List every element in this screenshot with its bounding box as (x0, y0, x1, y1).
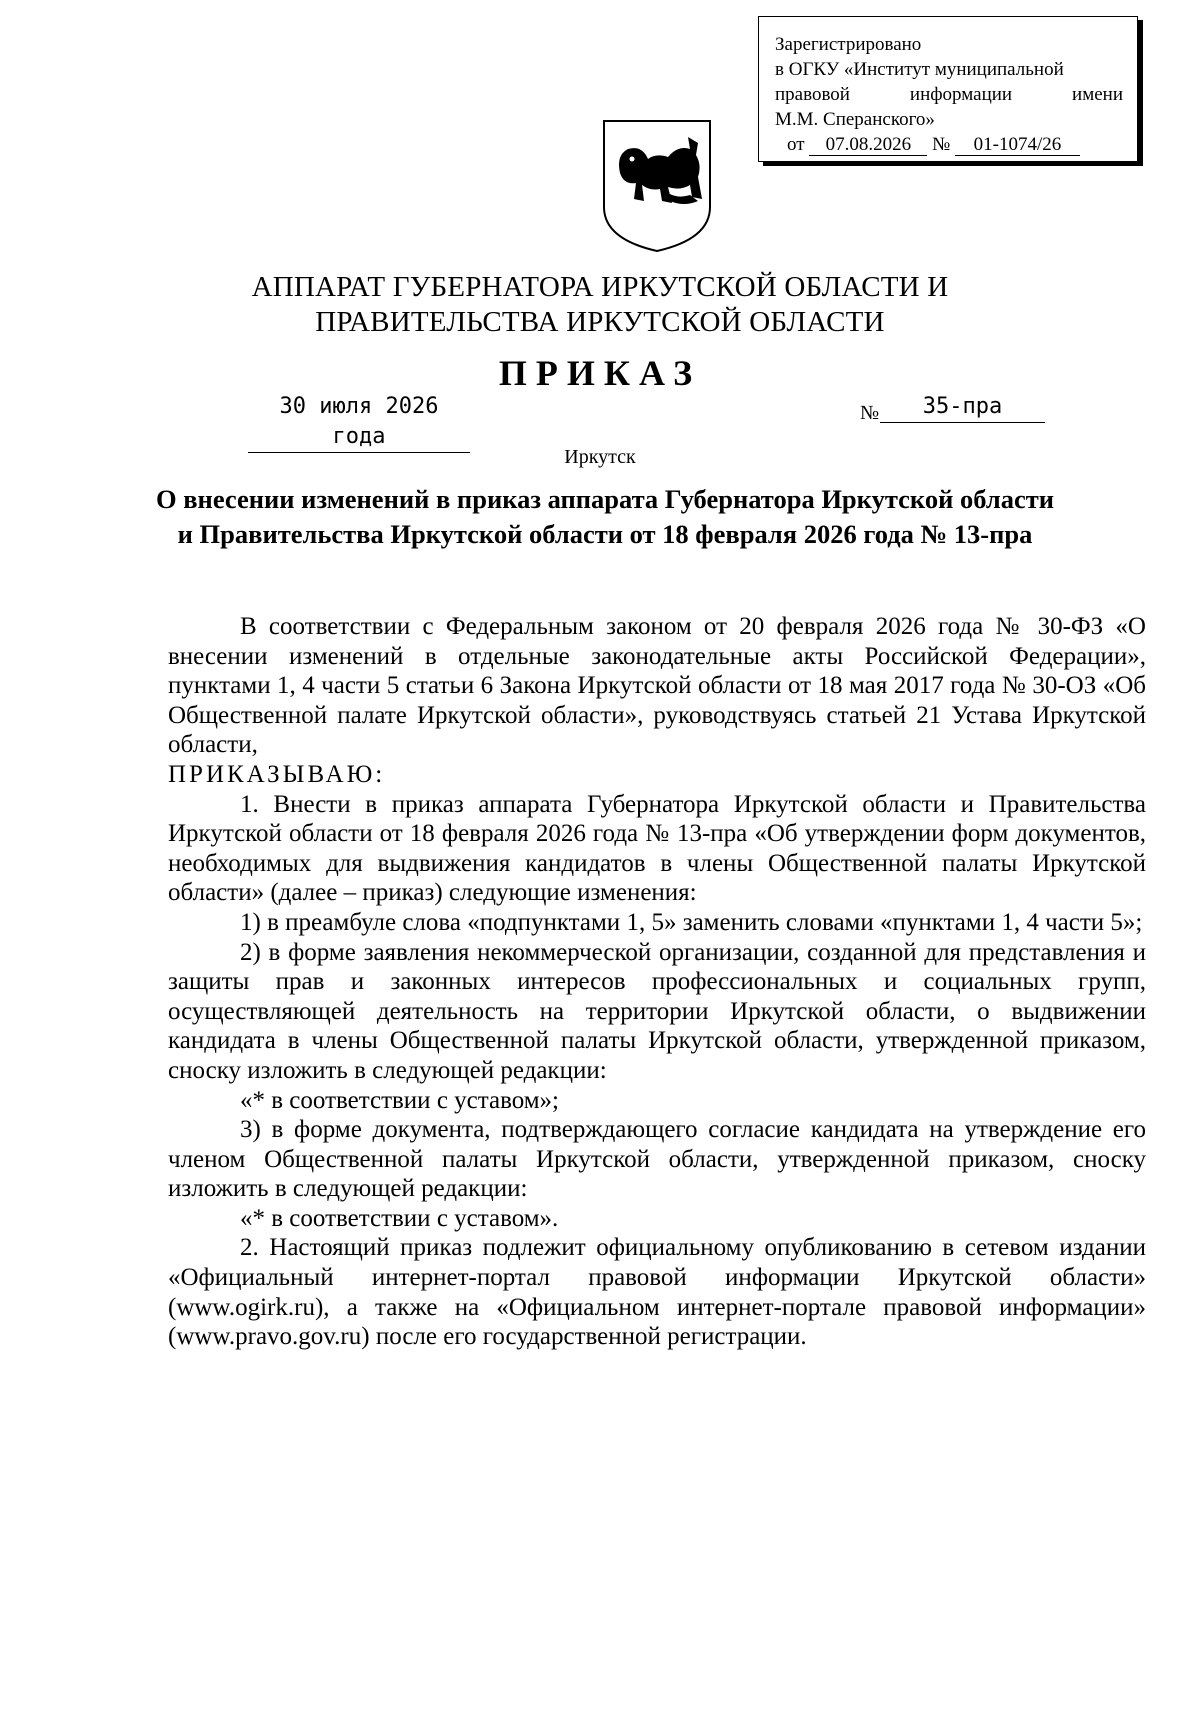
document-type: ПРИКАЗ (498, 353, 702, 393)
item-2 (168, 1233, 1146, 1351)
item-1-3-quote: «* в соответствии с уставом». (240, 1204, 559, 1232)
document-number: 35-пра (880, 392, 1045, 423)
registration-line: М.М. Сперанского» (775, 109, 935, 130)
item-2-text: ) после его государственной регистрации. (361, 1323, 807, 1351)
item-1-2: 2) в форме заявления некоммерческой организации, созданной для представления и защиты прав и законных интересов профессиональных и социальных групп, осуществляющей деятельность на территории Иркутской области, о выдвижении кандидата в члены Общественной палаты Иркутской области, утвержденной приказом, сноску изложить в следующей редакции: (168, 938, 1146, 1084)
item-1: 1. Внести в приказ аппарата Губернатора Иркутской области и Правительства Иркутской области от 18 февраля 2026 года № 13-пра «Об утверждении форм документов, необходимых для выдвижения кандидатов в члены Общественной палаты Иркутской области» (далее – приказ) следующие изменения: (168, 790, 1146, 907)
item-2-text: ), а также на «Официальном интернет-портале правовой информации» ( (168, 1293, 1146, 1351)
pravo-link[interactable]: www.pravo.gov.ru (176, 1323, 362, 1351)
ogirk-link[interactable]: www.ogirk.ru (176, 1293, 315, 1321)
registration-stamp (758, 16, 1138, 162)
document-title (150, 482, 1060, 552)
registration-line: правовой информации имени (775, 84, 1123, 105)
coat-of-arms-emblem (598, 115, 716, 255)
item-1-2-quote: «* в соответствии с уставом»; (240, 1086, 560, 1114)
registration-date-line (775, 132, 1123, 157)
organization-line: ПРАВИТЕЛЬСТВА ИРКУТСКОЙ ОБЛАСТИ (315, 306, 885, 338)
registration-date-prefix: от (787, 134, 805, 155)
registration-number-prefix: № (932, 134, 951, 155)
title-line: и Правительства Иркутской области от 18 февраля 2026 года № 13-пра (177, 519, 1033, 549)
document-date: 30 июля 2026 года (248, 392, 470, 453)
number-sign: № (860, 402, 880, 424)
title-line: О внесении изменений в приказ аппарата Губернатора Иркутской области (156, 484, 1054, 514)
item-1-3: 3) в форме документа, подтверждающего согласие кандидата на утверждение его членом Общественной палаты Иркутской области, утвержденной приказом, сноску изложить в следующей редакции: (168, 1116, 1146, 1203)
preamble-paragraph: В соответствии с Федеральным законом от 20 февраля 2026 года № 30-ФЗ «О внесении изменений в отдельные законодательные акты Российской Федерации», пунктами 1, 4 части 5 статьи 6 Закона Иркутской области от 18 мая 2017 года № 30-ОЗ «Об Общественной палате Иркутской области», руководствуясь статьей 21 Устава Иркутской области, (168, 613, 1146, 759)
organization-line: АППАРАТ ГУБЕРНАТОРА ИРКУТСКОЙ ОБЛАСТИ И (251, 271, 949, 303)
registration-line: в ОГКУ «Институт муниципальной (775, 59, 1064, 80)
organization-name (0, 270, 1200, 340)
document-body (168, 612, 1146, 1352)
item-1-1: 1) в преамбуле слова «подпунктами 1, 5» заменить словами «пунктами 1, 4 части 5»; (240, 908, 1143, 936)
registration-date: 07.08.2026 (809, 135, 927, 156)
order-word: ПРИКАЗЫВАЮ: (168, 760, 386, 788)
registration-line: Зарегистрировано (775, 34, 922, 55)
item-2-text: 2. Настоящий приказ подлежит официальному опубликованию в сетевом издании «Официальный интернет-портал правовой информации Иркутской области» ( (168, 1234, 1146, 1321)
city: Иркутск (564, 446, 636, 468)
registration-number: 01-1074/26 (955, 135, 1080, 156)
